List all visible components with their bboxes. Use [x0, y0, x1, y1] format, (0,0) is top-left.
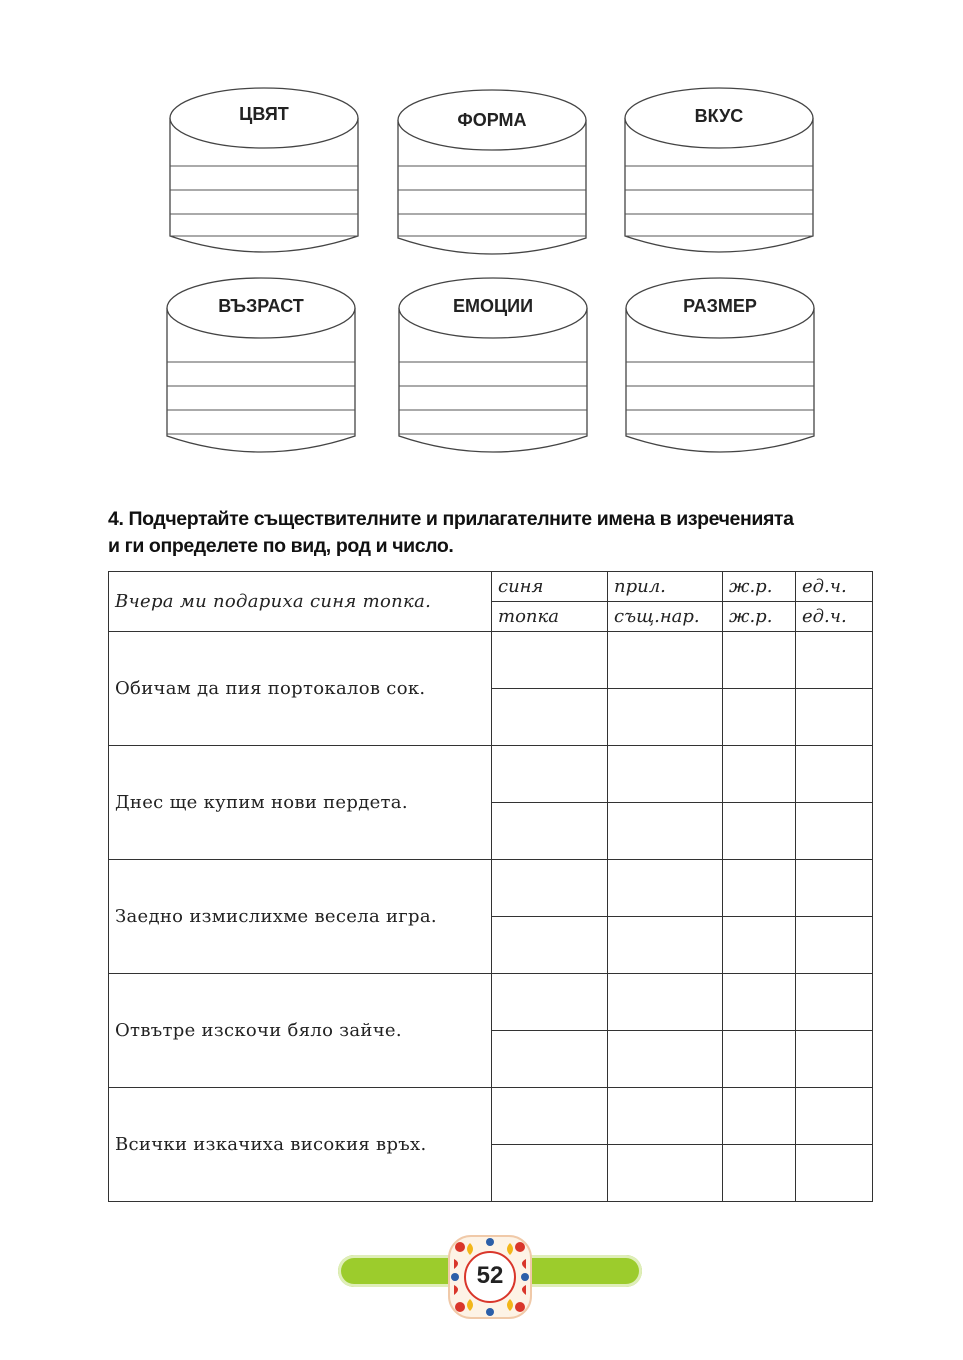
category-cylinder-taste	[623, 86, 815, 268]
exercise-row	[109, 974, 873, 1031]
answer-cell[interactable]	[492, 689, 608, 746]
answer-cell[interactable]	[796, 917, 873, 974]
answer-cell[interactable]	[796, 860, 873, 917]
answer-cell[interactable]	[492, 1031, 608, 1088]
answer-cell[interactable]	[796, 1031, 873, 1088]
exercise-sentence: Обичам да пия портокалов сок.	[109, 632, 492, 746]
answer-cell[interactable]	[492, 1145, 608, 1202]
answer-cell[interactable]	[492, 860, 608, 917]
exercise-row	[109, 632, 873, 689]
answer-cell[interactable]	[608, 1145, 723, 1202]
answer-cell[interactable]	[492, 974, 608, 1031]
answer-cell[interactable]	[796, 803, 873, 860]
category-label: РАЗМЕР	[683, 296, 757, 316]
answer-cell[interactable]	[723, 1145, 796, 1202]
worksheet-table	[108, 571, 873, 1202]
answer-cell[interactable]	[723, 746, 796, 803]
task-line-1: 4. Подчертайте съществителните и прилагателните имена в изреченията	[108, 508, 794, 530]
answer-cell[interactable]	[796, 689, 873, 746]
task-instruction	[108, 506, 888, 560]
exercise-sentence: Всички изкачиха високия връх.	[109, 1088, 492, 1202]
answer-cell[interactable]	[796, 1145, 873, 1202]
exercise-row	[109, 860, 873, 917]
answer-cell[interactable]	[796, 746, 873, 803]
answer-cell[interactable]	[723, 1031, 796, 1088]
exercise-row	[109, 746, 873, 803]
answer-cell[interactable]	[723, 917, 796, 974]
example-gender: ж.р.	[723, 602, 796, 632]
answer-cell[interactable]	[796, 632, 873, 689]
category-cylinder-color	[168, 86, 360, 268]
answer-cell[interactable]	[492, 803, 608, 860]
exercise-sentence: Отвътре изскочи бяло зайче.	[109, 974, 492, 1088]
example-number: ед.ч.	[796, 602, 873, 632]
answer-cell[interactable]	[492, 632, 608, 689]
exercise-sentence: Заедно измислихме весела игра.	[109, 860, 492, 974]
answer-cell[interactable]	[723, 974, 796, 1031]
category-cylinder-emotions	[397, 276, 589, 458]
answer-cell[interactable]	[608, 689, 723, 746]
example-sentence: Вчера ми подариха синя топка.	[109, 572, 492, 632]
task-line-2: и ги определете по вид, род и число.	[108, 535, 454, 557]
page-number-badge	[446, 1233, 534, 1321]
answer-cell[interactable]	[608, 917, 723, 974]
example-gender: ж.р.	[723, 572, 796, 602]
category-cylinder-shape	[396, 88, 588, 270]
answer-cell[interactable]	[608, 746, 723, 803]
answer-cell[interactable]	[608, 803, 723, 860]
category-label: ЦВЯТ	[239, 104, 289, 124]
category-label: ЕМОЦИИ	[452, 296, 534, 316]
page-number: 52	[476, 1262, 504, 1289]
example-kind: прил.	[608, 572, 723, 602]
answer-cell[interactable]	[723, 689, 796, 746]
answer-cell[interactable]	[608, 974, 723, 1031]
category-cylinder-size	[624, 276, 816, 458]
answer-cell[interactable]	[796, 974, 873, 1031]
answer-cell[interactable]	[723, 632, 796, 689]
exercise-row	[109, 1088, 873, 1145]
example-row	[109, 572, 873, 602]
example-kind: същ.нар.	[608, 602, 723, 632]
answer-cell[interactable]	[492, 1088, 608, 1145]
answer-cell[interactable]	[723, 1088, 796, 1145]
answer-cell[interactable]	[608, 632, 723, 689]
category-label: ВЪЗРАСТ	[218, 296, 304, 316]
example-number: ед.ч.	[796, 572, 873, 602]
exercise-sentence: Днес ще купим нови пердета.	[109, 746, 492, 860]
answer-cell[interactable]	[608, 1031, 723, 1088]
example-word: синя	[492, 572, 608, 602]
category-cylinder-age	[165, 276, 357, 458]
example-word: топка	[492, 602, 608, 632]
answer-cell[interactable]	[796, 1088, 873, 1145]
answer-cell[interactable]	[608, 860, 723, 917]
answer-cell[interactable]	[492, 917, 608, 974]
answer-cell[interactable]	[723, 860, 796, 917]
answer-cell[interactable]	[492, 746, 608, 803]
category-label: ВКУС	[694, 106, 744, 126]
answer-cell[interactable]	[723, 803, 796, 860]
answer-cell[interactable]	[608, 1088, 723, 1145]
category-label: ФОРМА	[457, 110, 527, 130]
